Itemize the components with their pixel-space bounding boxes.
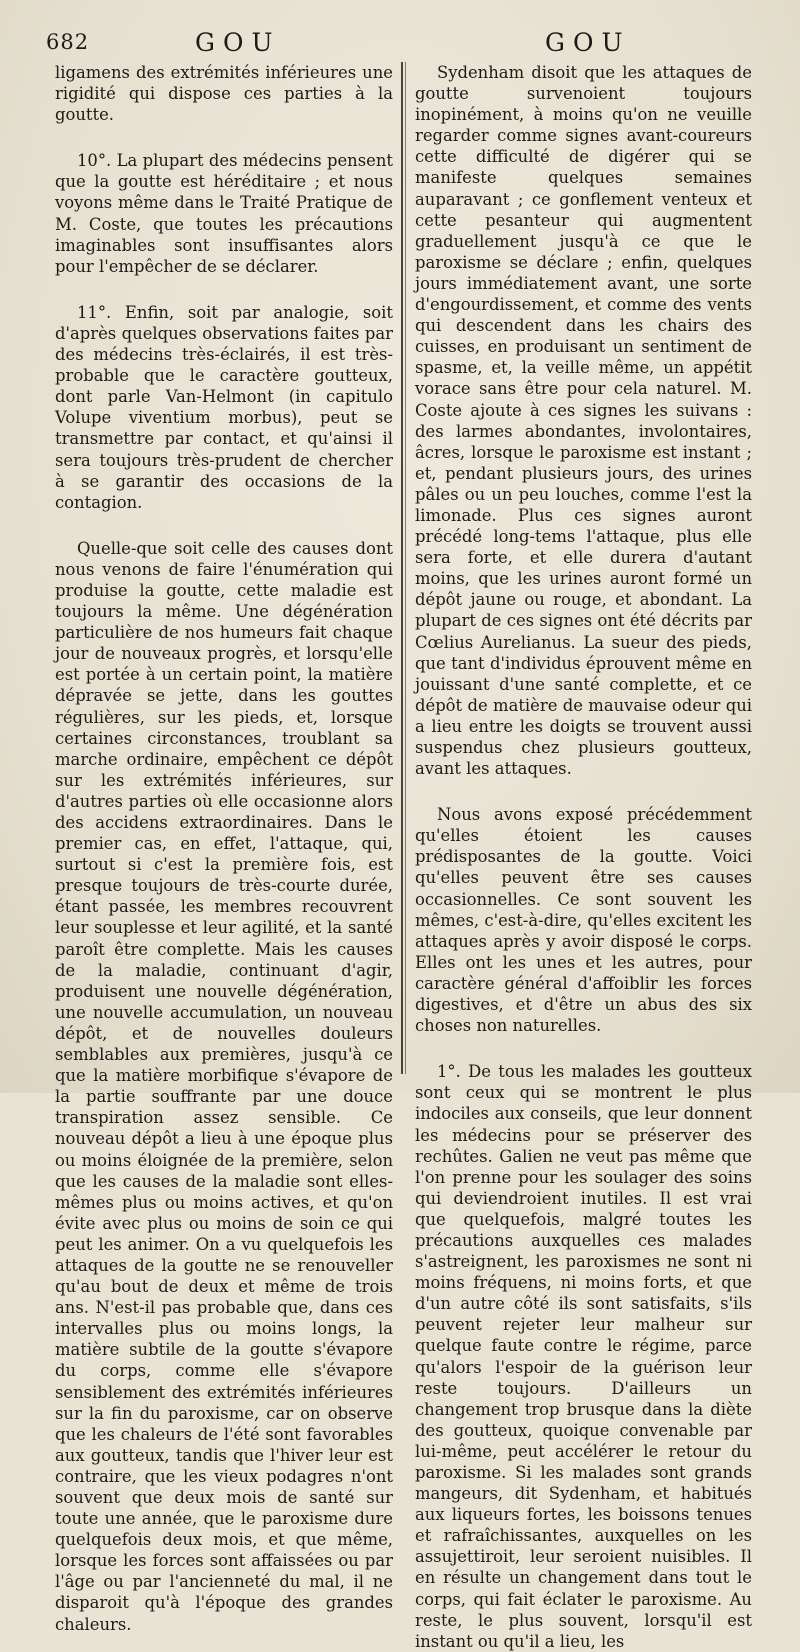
left-column (55, 62, 393, 1635)
right-paragraph-1: Sydenham disoit que les attaques de goutte survenoient toujours inopinément, à moins qu'on ne veuille regarder comme signes avant-coureurs cette difficulté de digérer qui se manifeste quelques semaines auparavant ; ce gonflement venteux et cette pesanteur qui augmentent graduellement jusqu'à ce que le paroxisme se déclare ; enfin, quelques jours immédiatement avant, une sorte d'engourdissement, et comme des vents qui descendent dans les chairs des cuisses, en produisant un sentiment de spasme, et, la veille même, un appétit vorace sans être pour cela naturel. M. Coste ajoute à ces signes les suivans : des larmes abondantes, involontaires, âcres, lorsque le paroxisme est instant ; et, pendant plusieurs jours, des urines pâles ou un peu louches, comme l'est la limonade. Plus ces signes auront précédé long-tems l'attaque, plus elle sera forte, et elle durera d'autant moins, que les urines auront formé un dépôt jaune ou rouge, et abondant. La plupart de ces signes ont été décrits par Cœlius Aurelianus. La sueur des pieds, que tant d'individus éprouvent même en jouissant d'une santé complette, et ce dépôt de matière de mauvaise odeur qui a lieu entre les doigts se trouvent aussi suspendus chez plusieurs goutteux, avant les attaques. (415, 63, 752, 779)
column-rule-inner (405, 62, 406, 1074)
page-header (0, 28, 800, 58)
left-paragraph-1: ligamens des extrémités inférieures une rigidité qui dispose ces parties à la goutte. (55, 63, 393, 125)
page-number: 682 (46, 30, 90, 54)
column-rule (401, 62, 403, 1074)
left-paragraph-2: 10°. La plupart des médecins pensent que la goutte est héréditaire ; et nous voyons même dans le Traité Pratique de M. Coste, que toutes les précautions imaginables sont insuffisantes alors pour l'empêcher de se déclarer. (55, 151, 393, 276)
right-column (415, 62, 752, 1652)
running-head-right: GOU (545, 28, 631, 57)
right-paragraph-3: 1°. De tous les malades les goutteux sont ceux qui se montrent le plus indociles aux conseils, que leur donnent les médecins pour se préserver des rechûtes. Galien ne veut pas même que l'on prenne pour les soulager des soins qui deviendroient inutiles. Il est vrai que quelquefois, malgré toutes les précautions auxquelles ces malades s'astreignent, les paroxismes ne sont ni moins fréquens, ni moins forts, et que d'un autre côté ils sont satisfaits, s'ils peuvent rejeter leur malheur sur quelque faute contre le régime, parce qu'alors l'espoir de la guérison leur reste toujours. D'ailleurs un changement trop brusque dans la diète des goutteux, quoique convenable par lui-même, peut accélérer le retour du paroxisme. Si les malades sont grands mangeurs, dit Sydenham, et habitués aux liqueurs fortes, les boissons tenues et rafraîchissantes, auxquelles on les assujettiroit, leur seroient nuisibles. Il en résulte un changement dans tout le corps, qui fait éclater le paroxisme. Au reste, le plus souvent, lorsqu'il est instant ou qu'il a lieu, les (415, 1062, 752, 1651)
left-paragraph-4: Quelle-que soit celle des causes dont nous venons de faire l'énumération qui produise la goutte, cette maladie est toujours la même. Une dégénération particulière de nos humeurs fait chaque jour de nouveaux progrès, et lorsqu'elle est portée à un certain point, la matière dépravée se jette, dans les gouttes régulières, sur les pieds, et, lorsque certaines circonstances, troublant sa marche ordinaire, empêchent ce dépôt sur les extrémités inférieures, sur d'autres parties où elle occasionne alors des accidens extraordinaires. Dans le premier cas, en effet, l'attaque, qui, surtout si c'est la première fois, est presque toujours de très-courte durée, étant passée, les membres recouvrent leur souplesse et leur agilité, et la santé paroît être complette. Mais les causes de la maladie, continuant d'agir, produisent une nouvelle dégénération, une nouvelle accumulation, un nouveau dépôt, et de nouvelles douleurs semblables aux premières, jusqu'à ce que la matière morbifique s'évapore de la partie souffrante par une douce transpiration assez sensible. Ce nouveau dépôt a lieu à une époque plus ou moins éloignée de la première, selon que les causes de la maladie sont elles-mêmes plus ou moins actives, et qu'on évite avec plus ou moins de soin ce qui peut les animer. On a vu quelquefois les attaques de la goutte ne se renouveller qu'au bout de deux et même de trois ans. N'est-il pas probable que, dans ces intervalles plus ou moins longs, la matière subtile de la goutte s'évapore du corps, comme elle s'évapore sensiblement des extrémités inférieures sur la fin du paroxisme, car on observe que les chaleurs de l'été sont favorables aux goutteux, tandis que l'hiver leur est contraire, que les vieux podagres n'ont souvent que deux mois de santé sur toute une année, que le paroxisme dure quelquefois deux mois, et que même, lorsque les forces sont affaissées ou par l'âge ou par l'ancienneté du mal, il ne disparoit qu'à l'époque des grandes chaleurs. (55, 538, 393, 1634)
running-head-left: GOU (195, 28, 281, 57)
right-paragraph-2: Nous avons exposé précédemment qu'elles étoient les causes prédisposantes de la goutte. Voici qu'elles peuvent être ses causes occasionnelles. Ce sont souvent les mêmes, c'est-à-dire, qu'elles excitent les attaques après y avoir disposé le corps. Elles ont les unes et les autres, pour caractère général d'affoiblir les forces digestives, et d'être un abus des six choses non naturelles. (415, 805, 752, 1036)
left-paragraph-3: 11°. Enfin, soit par analogie, soit d'après quelques observations faites par des médecins très-éclairés, il est très-probable que le caractère goutteux, dont parle Van-Helmont (in capitulo Volupe viventium morbus), peut se transmettre par contact, et qu'ainsi il sera toujours très-prudent de chercher à se garantir des occasions de la contagion. (55, 302, 393, 512)
